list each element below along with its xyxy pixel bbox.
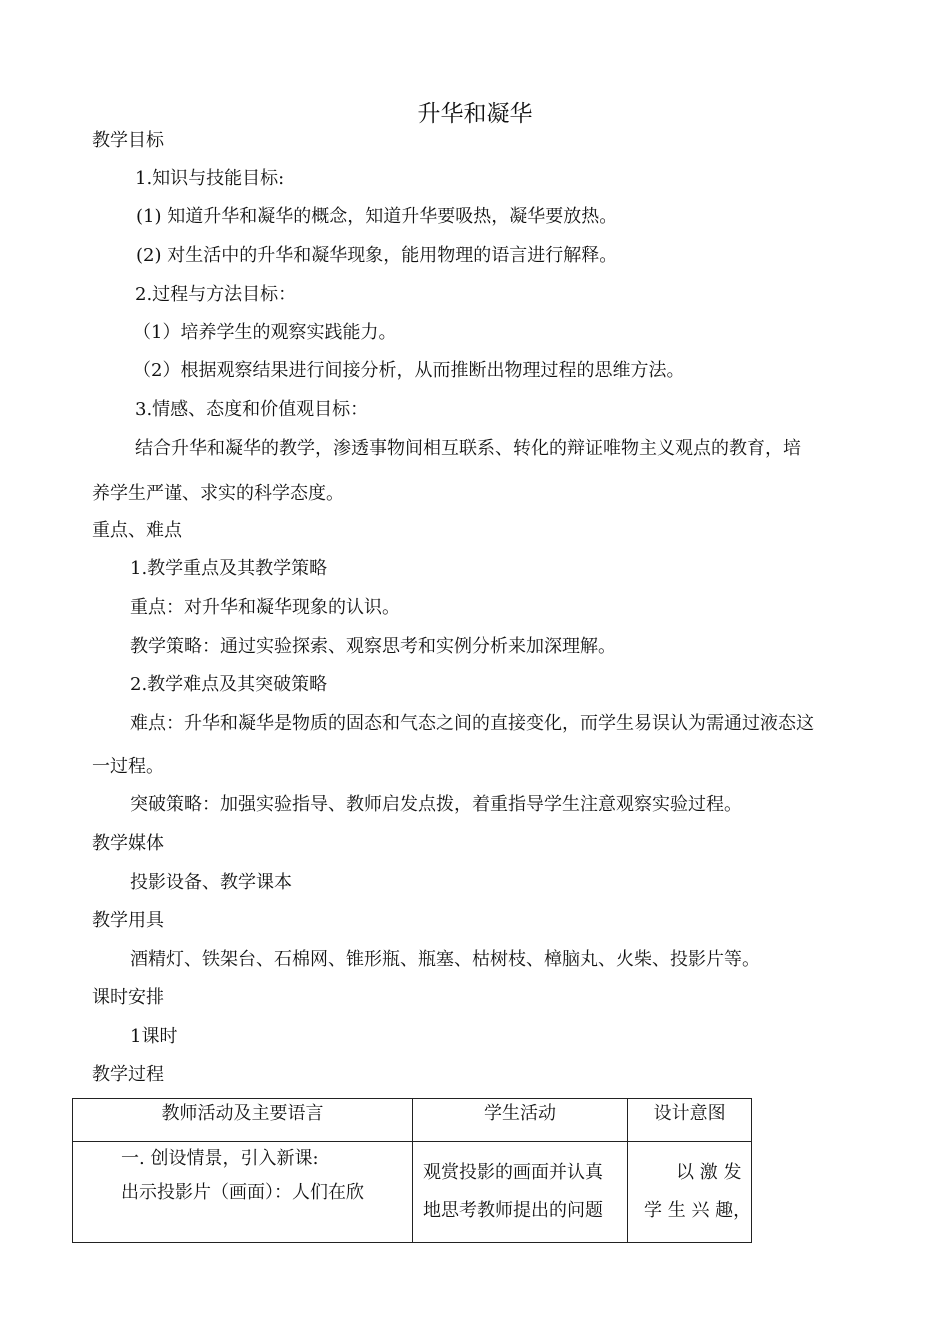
knowledge-objective-heading: 1.知识与技能目标:	[135, 168, 285, 189]
objectives-heading: 教学目标	[92, 130, 164, 151]
student-activity-header: 学生活动	[413, 1099, 628, 1142]
table-row	[73, 1142, 752, 1243]
student-activity-line: 地思考教师提出的问题	[423, 1200, 603, 1221]
teaching-media-heading: 教学媒体	[92, 833, 164, 854]
teaching-difficulty-strategy: 突破策略：加强实验指导、教师启发点拨，着重指导学生注意观察实验过程。	[130, 794, 742, 815]
emotion-objective-text-line2: 养学生严谨、求实的科学态度。	[92, 483, 344, 504]
teaching-focus-text: 重点：对升华和凝华现象的认识。	[130, 597, 400, 618]
student-activity-line: 观赏投影的画面并认真	[423, 1162, 603, 1183]
teaching-difficulty-heading: 2.教学难点及其突破策略	[130, 674, 328, 695]
teaching-difficulty-line2: 一过程。	[92, 756, 164, 777]
schedule-heading: 课时安排	[92, 987, 164, 1008]
emotion-objective-text-line1: 结合升华和凝华的教学，渗透事物间相互联系、转化的辩证唯物主义观点的教育，培	[135, 438, 801, 459]
process-method-objective-heading: 2.过程与方法目标：	[135, 284, 297, 305]
teacher-activity-line: 一. 创设情景，引入新课:	[121, 1148, 319, 1169]
teacher-activity-cell	[73, 1142, 413, 1243]
teaching-process-heading: 教学过程	[92, 1064, 164, 1085]
design-intent-cell	[628, 1142, 752, 1243]
schedule-text: 1课时	[130, 1026, 178, 1047]
teaching-tools-heading: 教学用具	[92, 910, 164, 931]
design-intent-line: 以 激 发	[676, 1162, 742, 1183]
design-intent-line: 学 生 兴 趣，	[644, 1200, 752, 1221]
teaching-focus-heading: 1.教学重点及其教学策略	[130, 558, 328, 579]
teacher-activity-line: 出示投影片（画面）：人们在欣	[121, 1182, 364, 1203]
teaching-process-table	[72, 1098, 752, 1243]
table-header-row	[73, 1099, 752, 1142]
knowledge-objective-item: (1) 知道升华和凝华的概念，知道升华要吸热，凝华要放热。	[136, 206, 618, 227]
knowledge-objective-item: (2) 对生活中的升华和凝华现象，能用物理的语言进行解释。	[136, 245, 618, 266]
key-points-heading: 重点、难点	[92, 520, 182, 541]
teacher-activity-header: 教师活动及主要语言	[73, 1099, 413, 1142]
document-title: 升华和凝华	[417, 101, 533, 127]
teaching-difficulty-line1: 难点：升华和凝华是物质的固态和气态之间的直接变化，而学生易误认为需通过液态这	[130, 713, 814, 734]
student-activity-cell	[413, 1142, 628, 1243]
emotion-objective-heading: 3.情感、态度和价值观目标：	[135, 399, 369, 420]
teaching-tools-text: 酒精灯、铁架台、石棉网、锥形瓶、瓶塞、枯树枝、樟脑丸、火柴、投影片等。	[130, 949, 760, 970]
design-intent-header: 设计意图	[628, 1099, 752, 1142]
teaching-focus-strategy: 教学策略：通过实验探索、观察思考和实例分析来加深理解。	[130, 636, 616, 657]
process-method-objective-item: （1）培养学生的观察实践能力。	[133, 322, 397, 343]
process-method-objective-item: （2）根据观察结果进行间接分析，从而推断出物理过程的思维方法。	[133, 360, 685, 381]
teaching-media-text: 投影设备、教学课本	[130, 872, 292, 893]
